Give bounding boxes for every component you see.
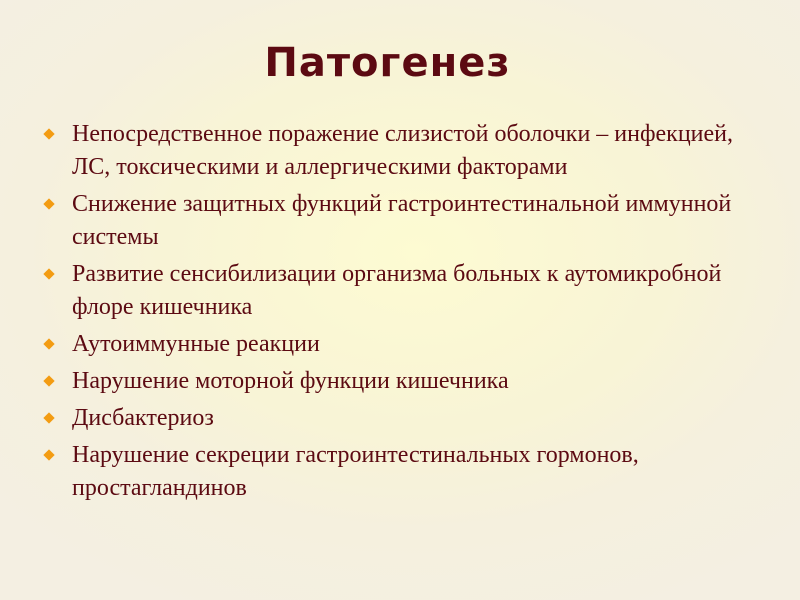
list-item-text: Нарушение секреции гастроинтестинальных гормонов, простагландинов [72, 442, 639, 501]
list-item [42, 328, 772, 361]
list-item [42, 439, 772, 505]
diamond-bullet-icon [43, 268, 54, 279]
list-item [42, 118, 772, 184]
diamond-bullet-icon [43, 449, 54, 460]
list-item [42, 258, 772, 324]
list-item [42, 402, 772, 435]
list-item-text: Нарушение моторной функции кишечника [72, 368, 509, 394]
diamond-bullet-icon [43, 198, 54, 209]
list-item-text: Аутоиммунные реакции [72, 331, 320, 357]
slide-title: Патогенез [264, 40, 511, 86]
list-item [42, 365, 772, 398]
bullet-list [42, 118, 772, 509]
list-item-text: Непосредственное поражение слизистой оболочки – инфекцией, ЛС, токсическими и аллергическими факторами [72, 121, 734, 180]
diamond-bullet-icon [43, 412, 54, 423]
list-item-text: Развитие сенсибилизации организма больных к аутомикробной флоре кишечника [72, 261, 722, 320]
diamond-bullet-icon [43, 375, 54, 386]
list-item-text: Дисбактериоз [72, 405, 214, 431]
diamond-bullet-icon [43, 128, 54, 139]
list-item-text: Снижение защитных функций гастроинтестинальной иммунной системы [72, 191, 732, 250]
list-item [42, 188, 772, 254]
diamond-bullet-icon [43, 338, 54, 349]
